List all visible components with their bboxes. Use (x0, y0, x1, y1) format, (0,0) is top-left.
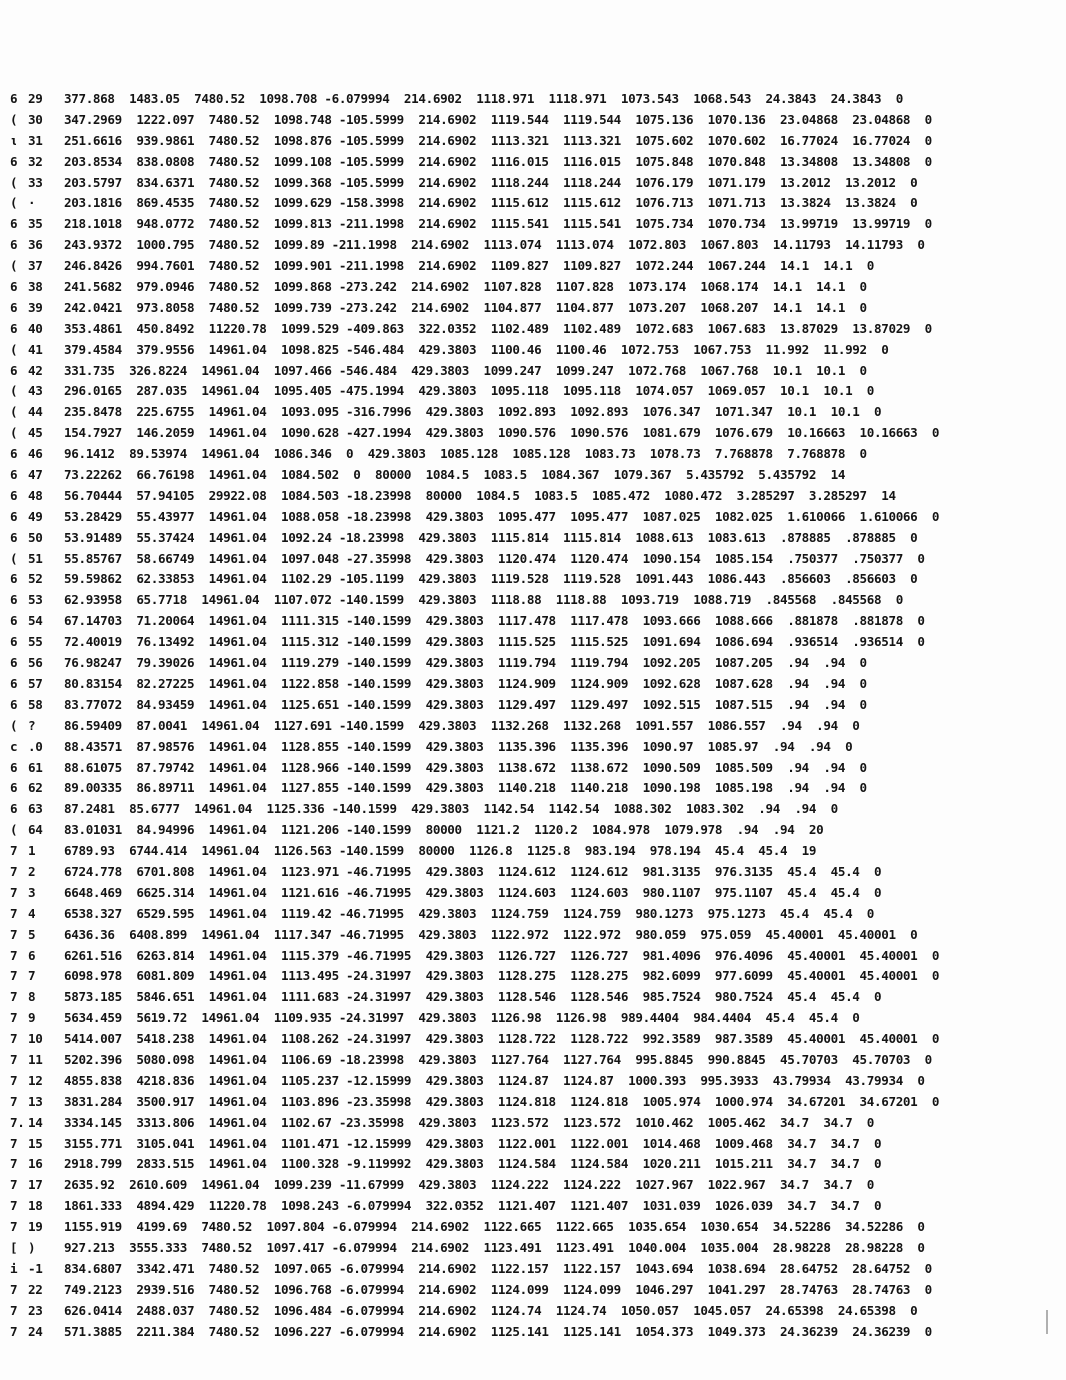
row-group-cell: 7 (10, 1010, 18, 1026)
table-row (10, 507, 1050, 528)
row-values-cell: 571.3885 2211.384 7480.52 1096.227 -6.079994 214.6902 1125.141 1125.141 1054.373 1049.373 24.36239 24.36239 0 (64, 1323, 932, 1339)
row-index-cell: 3 (28, 884, 36, 900)
row-values-cell: 243.9372 1000.795 7480.52 1099.89 -211.1998 214.6902 1113.074 1113.074 1072.803 1067.803 14.11793 14.11793 0 (64, 237, 925, 253)
row-index-cell: 11 (28, 1051, 43, 1067)
row-group-cell: 7 (10, 1051, 18, 1067)
table-row (10, 1259, 1050, 1280)
table-row (10, 883, 1050, 904)
row-index-cell: 39 (28, 299, 43, 315)
row-index-cell: ? (28, 717, 36, 733)
row-index-cell: 48 (28, 487, 43, 503)
table-row (10, 1217, 1050, 1238)
table-row (10, 695, 1050, 716)
row-group-cell: 6 (10, 592, 18, 608)
row-values-cell: 62.93958 65.7718 14961.04 1107.072 -140.1599 429.3803 1118.88 1118.88 1093.719 1088.719 .845568 .845568 0 (64, 592, 903, 608)
table-row (10, 716, 1050, 737)
row-index-cell: 55 (28, 634, 43, 650)
table-row (10, 1175, 1050, 1196)
row-group-cell: 6 (10, 655, 18, 671)
row-values-cell: 5873.185 5846.651 14961.04 1111.683 -24.31997 429.3803 1128.546 1128.546 985.7524 980.7524 45.4 45.4 0 (64, 989, 882, 1005)
row-index-cell: 44 (28, 404, 43, 420)
row-values-cell: 55.85767 58.66749 14961.04 1097.048 -27.35998 429.3803 1120.474 1120.474 1090.154 1085.154 .750377 .750377 0 (64, 550, 925, 566)
table-row (10, 1301, 1050, 1322)
table-row (10, 423, 1050, 444)
row-group-cell: 7 (10, 884, 18, 900)
row-index-cell: 7 (28, 968, 36, 984)
row-group-cell: 6 (10, 299, 18, 315)
row-values-cell: 203.8534 838.0808 7480.52 1099.108 -105.5999 214.6902 1116.015 1116.015 1075.848 1070.848 13.34808 13.34808 0 (64, 153, 932, 169)
row-index-cell: 23 (28, 1302, 43, 1318)
row-group-cell: ( (10, 341, 18, 357)
row-index-cell: 16 (28, 1156, 43, 1172)
row-index-cell: 38 (28, 279, 43, 295)
page-margin-mark (1046, 1310, 1048, 1334)
table-row (10, 987, 1050, 1008)
row-group-cell: 7 (10, 1031, 18, 1047)
row-group-cell: 7 (10, 947, 18, 963)
table-row (10, 611, 1050, 632)
row-values-cell: 296.0165 287.035 14961.04 1095.405 -475.1994 429.3803 1095.118 1095.118 1074.057 1069.057 10.1 10.1 0 (64, 383, 874, 399)
row-index-cell: 17 (28, 1177, 43, 1193)
row-group-cell: 7 (10, 1093, 18, 1109)
row-index-cell: 62 (28, 780, 43, 796)
row-index-cell: 56 (28, 655, 43, 671)
table-row (10, 966, 1050, 987)
table-row (10, 549, 1050, 570)
row-values-cell: 377.868 1483.05 7480.52 1098.708 -6.079994 214.6902 1118.971 1118.971 1073.543 1068.543 24.3843 24.3843 0 (64, 91, 903, 106)
row-group-cell: 7 (10, 989, 18, 1005)
row-index-cell: · (28, 195, 36, 211)
row-group-cell: 7 (10, 1281, 18, 1297)
row-index-cell: 45 (28, 425, 43, 441)
row-group-cell: 7 (10, 1177, 18, 1193)
row-index-cell: 46 (28, 446, 43, 462)
row-index-cell: 37 (28, 258, 43, 274)
row-group-cell: 6 (10, 780, 18, 796)
row-values-cell: 83.01031 84.94996 14961.04 1121.206 -140.1599 80000 1121.2 1120.2 1084.978 1079.978 .94 .94 20 (64, 822, 824, 838)
table-row (10, 632, 1050, 653)
row-group-cell: ( (10, 404, 18, 420)
data-table (10, 89, 1050, 1342)
row-values-cell: 83.77072 84.93459 14961.04 1125.651 -140.1599 429.3803 1129.497 1129.497 1092.515 1087.515 .94 .94 0 (64, 696, 867, 712)
row-index-cell: 18 (28, 1198, 43, 1214)
row-values-cell: 59.59862 62.33853 14961.04 1102.29 -105.1199 429.3803 1119.528 1119.528 1091.443 1086.443 .856603 .856603 0 (64, 571, 918, 587)
row-group-cell: 7 (10, 863, 18, 879)
row-group-cell: ι (10, 132, 18, 148)
row-values-cell: 96.1412 89.53974 14961.04 1086.346 0 429.3803 1085.128 1085.128 1083.73 1078.73 7.768878 7.768878 0 (64, 446, 867, 462)
row-index-cell: 36 (28, 237, 43, 253)
row-group-cell: 7 (10, 926, 18, 942)
table-row (10, 214, 1050, 235)
row-group-cell: 6 (10, 467, 18, 483)
table-row (10, 89, 1050, 110)
row-values-cell: 86.59409 87.0041 14961.04 1127.691 -140.1599 429.3803 1132.268 1132.268 1091.557 1086.557 .94 .94 0 (64, 717, 860, 733)
table-row (10, 1154, 1050, 1175)
row-index-cell: 29 (28, 91, 43, 106)
row-values-cell: 331.735 326.8224 14961.04 1097.466 -546.484 429.3803 1099.247 1099.247 1072.768 1067.768 10.1 10.1 0 (64, 362, 867, 378)
row-index-cell: 33 (28, 174, 43, 190)
table-row (10, 1092, 1050, 1113)
table-row (10, 925, 1050, 946)
row-index-cell: 24 (28, 1323, 43, 1339)
row-index-cell: 63 (28, 801, 43, 817)
row-index-cell: 54 (28, 613, 43, 629)
row-group-cell: 7 (10, 968, 18, 984)
row-index-cell: 31 (28, 132, 43, 148)
row-group-cell: ( (10, 425, 18, 441)
row-group-cell: i (10, 1260, 18, 1276)
row-values-cell: 379.4584 379.9556 14961.04 1098.825 -546.484 429.3803 1100.46 1100.46 1072.753 1067.753 11.992 11.992 0 (64, 341, 889, 357)
table-row (10, 799, 1050, 820)
row-index-cell: 19 (28, 1219, 43, 1235)
row-group-cell: 7 (10, 1198, 18, 1214)
row-index-cell: 13 (28, 1093, 43, 1109)
row-group-cell: 7. (10, 1114, 25, 1130)
row-values-cell: 67.14703 71.20064 14961.04 1111.315 -140.1599 429.3803 1117.478 1117.478 1093.666 1088.666 .881878 .881878 0 (64, 613, 925, 629)
table-row (10, 820, 1050, 841)
row-group-cell: 6 (10, 216, 18, 232)
table-row (10, 193, 1050, 214)
table-row (10, 1238, 1050, 1259)
row-values-cell: 242.0421 973.8058 7480.52 1099.739 -273.242 214.6902 1104.877 1104.877 1073.207 1068.207 14.1 14.1 0 (64, 299, 867, 315)
row-values-cell: 53.28429 55.43977 14961.04 1088.058 -18.23998 429.3803 1095.477 1095.477 1087.025 1082.025 1.610066 1.610066 0 (64, 508, 940, 524)
table-row (10, 444, 1050, 465)
row-index-cell: 43 (28, 383, 43, 399)
row-values-cell: 749.2123 2939.516 7480.52 1096.768 -6.079994 214.6902 1124.099 1124.099 1046.297 1041.297 28.74763 28.74763 0 (64, 1281, 932, 1297)
row-values-cell: 203.1816 869.4535 7480.52 1099.629 -158.3998 214.6902 1115.612 1115.612 1076.713 1071.713 13.3824 13.3824 0 (64, 195, 918, 211)
row-index-cell: 40 (28, 320, 43, 336)
row-index-cell: 9 (28, 1010, 36, 1026)
row-values-cell: 3831.284 3500.917 14961.04 1103.896 -23.35998 429.3803 1124.818 1124.818 1005.974 1000.974 34.67201 34.67201 0 (64, 1093, 940, 1109)
row-values-cell: 235.8478 225.6755 14961.04 1093.095 -316.7996 429.3803 1092.893 1092.893 1076.347 1071.347 10.1 10.1 0 (64, 404, 882, 420)
row-index-cell: 53 (28, 592, 43, 608)
row-group-cell: [ (10, 1239, 18, 1255)
row-group-cell: ( (10, 258, 18, 274)
row-values-cell: 6436.36 6408.899 14961.04 1117.347 -46.71995 429.3803 1122.972 1122.972 980.059 975.059 45.40001 45.40001 0 (64, 926, 918, 942)
table-row (10, 1008, 1050, 1029)
row-group-cell: 7 (10, 905, 18, 921)
table-row (10, 131, 1050, 152)
row-values-cell: 56.70444 57.94105 29922.08 1084.503 -18.23998 80000 1084.5 1083.5 1085.472 1080.472 3.285297 3.285297 14 (64, 487, 896, 503)
row-group-cell: 7 (10, 843, 18, 859)
table-row (10, 904, 1050, 925)
row-values-cell: 154.7927 146.2059 14961.04 1090.628 -427.1994 429.3803 1090.576 1090.576 1081.679 1076.679 10.16663 10.16663 0 (64, 425, 940, 441)
table-row (10, 737, 1050, 758)
row-group-cell: 6 (10, 529, 18, 545)
row-index-cell: 41 (28, 341, 43, 357)
table-row (10, 486, 1050, 507)
row-index-cell: 2 (28, 863, 36, 879)
row-index-cell: 15 (28, 1135, 43, 1151)
row-values-cell: 76.98247 79.39026 14961.04 1119.279 -140.1599 429.3803 1119.794 1119.794 1092.205 1087.205 .94 .94 0 (64, 655, 867, 671)
row-values-cell: 241.5682 979.0946 7480.52 1099.868 -273.242 214.6902 1107.828 1107.828 1073.174 1068.174 14.1 14.1 0 (64, 279, 867, 295)
row-values-cell: 626.0414 2488.037 7480.52 1096.484 -6.079994 214.6902 1124.74 1124.74 1050.057 1045.057 24.65398 24.65398 0 (64, 1302, 918, 1318)
row-group-cell: 6 (10, 279, 18, 295)
row-group-cell: 6 (10, 487, 18, 503)
row-values-cell: 347.2969 1222.097 7480.52 1098.748 -105.5999 214.6902 1119.544 1119.544 1075.136 1070.136 23.04868 23.04868 0 (64, 111, 932, 127)
row-group-cell: c (10, 738, 18, 754)
row-index-cell: 12 (28, 1072, 43, 1088)
table-row (10, 862, 1050, 883)
row-values-cell: 6724.778 6701.808 14961.04 1123.971 -46.71995 429.3803 1124.612 1124.612 981.3135 976.3135 45.4 45.4 0 (64, 863, 882, 879)
row-values-cell: 6261.516 6263.814 14961.04 1115.379 -46.71995 429.3803 1126.727 1126.727 981.4096 976.4096 45.40001 45.40001 0 (64, 947, 940, 963)
row-group-cell: 6 (10, 801, 18, 817)
table-row (10, 1071, 1050, 1092)
table-row (10, 152, 1050, 173)
row-group-cell: 7 (10, 1156, 18, 1172)
table-row (10, 1196, 1050, 1217)
row-index-cell: 14 (28, 1114, 43, 1130)
table-row (10, 402, 1050, 423)
table-row (10, 841, 1050, 862)
row-values-cell: 73.22262 66.76198 14961.04 1084.502 0 80000 1084.5 1083.5 1084.367 1079.367 5.435792 5.435792 14 (64, 467, 846, 483)
row-index-cell: ) (28, 1239, 36, 1255)
row-values-cell: 1861.333 4894.429 11220.78 1098.243 -6.079994 322.0352 1121.407 1121.407 1031.039 1026.039 34.7 34.7 0 (64, 1198, 882, 1214)
table-row (10, 173, 1050, 194)
row-index-cell: 47 (28, 467, 43, 483)
row-group-cell: ( (10, 383, 18, 399)
row-group-cell: 6 (10, 237, 18, 253)
row-values-cell: 80.83154 82.27225 14961.04 1122.858 -140.1599 429.3803 1124.909 1124.909 1092.628 1087.628 .94 .94 0 (64, 675, 867, 691)
row-values-cell: 4855.838 4218.836 14961.04 1105.237 -12.15999 429.3803 1124.87 1124.87 1000.393 995.3933 43.79934 43.79934 0 (64, 1072, 925, 1088)
row-values-cell: 5414.007 5418.238 14961.04 1108.262 -24.31997 429.3803 1128.722 1128.722 992.3589 987.3589 45.40001 45.40001 0 (64, 1031, 940, 1047)
table-row (10, 277, 1050, 298)
row-group-cell: 7 (10, 1302, 18, 1318)
row-values-cell: 246.8426 994.7601 7480.52 1099.901 -211.1998 214.6902 1109.827 1109.827 1072.244 1067.244 14.1 14.1 0 (64, 258, 874, 274)
row-values-cell: 6098.978 6081.809 14961.04 1113.495 -24.31997 429.3803 1128.275 1128.275 982.6099 977.6099 45.40001 45.40001 0 (64, 968, 940, 984)
row-values-cell: 87.2481 85.6777 14961.04 1125.336 -140.1599 429.3803 1142.54 1142.54 1088.302 1083.302 .94 .94 0 (64, 801, 838, 817)
row-group-cell: 6 (10, 91, 18, 106)
row-index-cell: 10 (28, 1031, 43, 1047)
table-row (10, 235, 1050, 256)
row-group-cell: ( (10, 174, 18, 190)
row-values-cell: 72.40019 76.13492 14961.04 1115.312 -140.1599 429.3803 1115.525 1115.525 1091.694 1086.694 .936514 .936514 0 (64, 634, 925, 650)
row-values-cell: 218.1018 948.0772 7480.52 1099.813 -211.1998 214.6902 1115.541 1115.541 1075.734 1070.734 13.99719 13.99719 0 (64, 216, 932, 232)
row-values-cell: 353.4861 450.8492 11220.78 1099.529 -409.863 322.0352 1102.489 1102.489 1072.683 1067.683 13.87029 13.87029 0 (64, 320, 932, 336)
table-row (10, 381, 1050, 402)
row-index-cell: 6 (28, 947, 36, 963)
row-group-cell: 6 (10, 696, 18, 712)
table-row (10, 110, 1050, 131)
row-values-cell: 2635.92 2610.609 14961.04 1099.239 -11.67999 429.3803 1124.222 1124.222 1027.967 1022.967 34.7 34.7 0 (64, 1177, 874, 1193)
table-row (10, 1029, 1050, 1050)
table-row (10, 298, 1050, 319)
row-group-cell: 7 (10, 1135, 18, 1151)
row-group-cell: ( (10, 550, 18, 566)
row-values-cell: 5202.396 5080.098 14961.04 1106.69 -18.23998 429.3803 1127.764 1127.764 995.8845 990.8845 45.70703 45.70703 0 (64, 1051, 932, 1067)
row-group-cell: ( (10, 195, 18, 211)
row-group-cell: 6 (10, 446, 18, 462)
row-index-cell: 58 (28, 696, 43, 712)
row-group-cell: 7 (10, 1323, 18, 1339)
row-values-cell: 2918.799 2833.515 14961.04 1100.328 -9.119992 429.3803 1124.584 1124.584 1020.211 1015.211 34.7 34.7 0 (64, 1156, 882, 1172)
row-index-cell: 5 (28, 926, 36, 942)
row-values-cell: 203.5797 834.6371 7480.52 1099.368 -105.5999 214.6902 1118.244 1118.244 1076.179 1071.179 13.2012 13.2012 0 (64, 174, 918, 190)
row-values-cell: 3155.771 3105.041 14961.04 1101.471 -12.15999 429.3803 1122.001 1122.001 1014.468 1009.468 34.7 34.7 0 (64, 1135, 882, 1151)
row-values-cell: 88.61075 87.79742 14961.04 1128.966 -140.1599 429.3803 1138.672 1138.672 1090.509 1085.509 .94 .94 0 (64, 759, 867, 775)
table-row (10, 1050, 1050, 1071)
row-index-cell: 51 (28, 550, 43, 566)
row-index-cell: 32 (28, 153, 43, 169)
row-group-cell: ( (10, 717, 18, 733)
row-group-cell: 6 (10, 508, 18, 524)
row-values-cell: 6648.469 6625.314 14961.04 1121.616 -46.71995 429.3803 1124.603 1124.603 980.1107 975.1107 45.4 45.4 0 (64, 884, 882, 900)
table-row (10, 653, 1050, 674)
table-row (10, 340, 1050, 361)
row-group-cell: 6 (10, 571, 18, 587)
row-values-cell: 89.00335 86.89711 14961.04 1127.855 -140.1599 429.3803 1140.218 1140.218 1090.198 1085.198 .94 .94 0 (64, 780, 867, 796)
row-group-cell: ( (10, 822, 18, 838)
row-group-cell: 7 (10, 1072, 18, 1088)
table-row (10, 569, 1050, 590)
row-index-cell: 1 (28, 843, 36, 859)
row-group-cell: 6 (10, 675, 18, 691)
row-index-cell: 22 (28, 1281, 43, 1297)
row-group-cell: 7 (10, 1219, 18, 1235)
row-index-cell: -1 (28, 1260, 43, 1276)
row-values-cell: 3334.145 3313.806 14961.04 1102.67 -23.35998 429.3803 1123.572 1123.572 1010.462 1005.462 34.7 34.7 0 (64, 1114, 874, 1130)
row-index-cell: .0 (28, 738, 43, 754)
table-row (10, 256, 1050, 277)
table-row (10, 1280, 1050, 1301)
table-row (10, 758, 1050, 779)
row-values-cell: 6538.327 6529.595 14961.04 1119.42 -46.71995 429.3803 1124.759 1124.759 980.1273 975.1273 45.4 45.4 0 (64, 905, 874, 921)
row-group-cell: 6 (10, 362, 18, 378)
row-group-cell: 6 (10, 613, 18, 629)
row-index-cell: 57 (28, 675, 43, 691)
table-row (10, 361, 1050, 382)
row-index-cell: 8 (28, 989, 36, 1005)
row-index-cell: 30 (28, 111, 43, 127)
table-row (10, 674, 1050, 695)
table-row (10, 946, 1050, 967)
table-row (10, 1322, 1050, 1343)
row-index-cell: 49 (28, 508, 43, 524)
row-index-cell: 42 (28, 362, 43, 378)
table-row (10, 1113, 1050, 1134)
row-values-cell: 53.91489 55.37424 14961.04 1092.24 -18.23998 429.3803 1115.814 1115.814 1088.613 1083.613 .878885 .878885 0 (64, 529, 918, 545)
row-group-cell: 6 (10, 759, 18, 775)
row-index-cell: 50 (28, 529, 43, 545)
row-group-cell: 6 (10, 320, 18, 336)
row-values-cell: 6789.93 6744.414 14961.04 1126.563 -140.1599 80000 1126.8 1125.8 983.194 978.194 45.4 45.4 19 (64, 843, 817, 859)
row-values-cell: 251.6616 939.9861 7480.52 1098.876 -105.5999 214.6902 1113.321 1113.321 1075.602 1070.602 16.77024 16.77024 0 (64, 132, 932, 148)
row-index-cell: 4 (28, 905, 36, 921)
row-index-cell: 64 (28, 822, 43, 838)
table-row (10, 1134, 1050, 1155)
row-group-cell: 6 (10, 153, 18, 169)
row-index-cell: 35 (28, 216, 43, 232)
row-values-cell: 927.213 3555.333 7480.52 1097.417 -6.079994 214.6902 1123.491 1123.491 1040.004 1035.004 28.98228 28.98228 0 (64, 1239, 925, 1255)
row-values-cell: 5634.459 5619.72 14961.04 1109.935 -24.31997 429.3803 1126.98 1126.98 989.4404 984.4404 45.4 45.4 0 (64, 1010, 860, 1026)
row-group-cell: 6 (10, 634, 18, 650)
row-values-cell: 1155.919 4199.69 7480.52 1097.804 -6.079994 214.6902 1122.665 1122.665 1035.654 1030.654 34.52286 34.52286 0 (64, 1219, 925, 1235)
row-index-cell: 61 (28, 759, 43, 775)
row-index-cell: 52 (28, 571, 43, 587)
table-row (10, 319, 1050, 340)
table-row (10, 465, 1050, 486)
row-group-cell: ( (10, 111, 18, 127)
row-values-cell: 88.43571 87.98576 14961.04 1128.855 -140.1599 429.3803 1135.396 1135.396 1090.97 1085.97 .94 .94 0 (64, 738, 853, 754)
table-row (10, 528, 1050, 549)
table-row (10, 590, 1050, 611)
table-row (10, 778, 1050, 799)
row-values-cell: 834.6807 3342.471 7480.52 1097.065 -6.079994 214.6902 1122.157 1122.157 1043.694 1038.694 28.64752 28.64752 0 (64, 1260, 932, 1276)
